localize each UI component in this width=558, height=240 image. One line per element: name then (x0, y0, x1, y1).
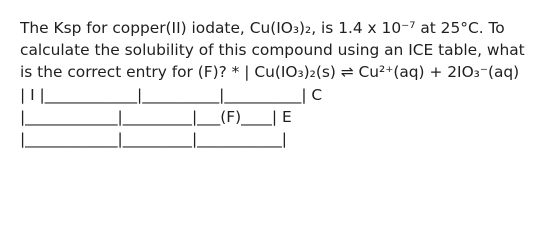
ice-table-row-initial: | I |____________|__________|__________| C (20, 85, 323, 104)
question-line-2: calculate the solubility of this compound using an ICE table, what (20, 41, 525, 60)
question-line-3: is the correct entry for (F)? * | Cu(IO₃)₂(s) ⇌ Cu²⁺(aq) + 2IO₃⁻(aq) (20, 63, 520, 82)
question-line-1: The Ksp for copper(II) iodate, Cu(IO₃)₂, is 1.4 x 10⁻⁷ at 25°C. To (20, 19, 505, 37)
ice-table-row-equilibrium: |____________|_________|___________| (20, 130, 287, 149)
ice-table-row-change: |____________|_________|___(F)____| E (20, 107, 292, 126)
question-text (20, 17, 545, 150)
